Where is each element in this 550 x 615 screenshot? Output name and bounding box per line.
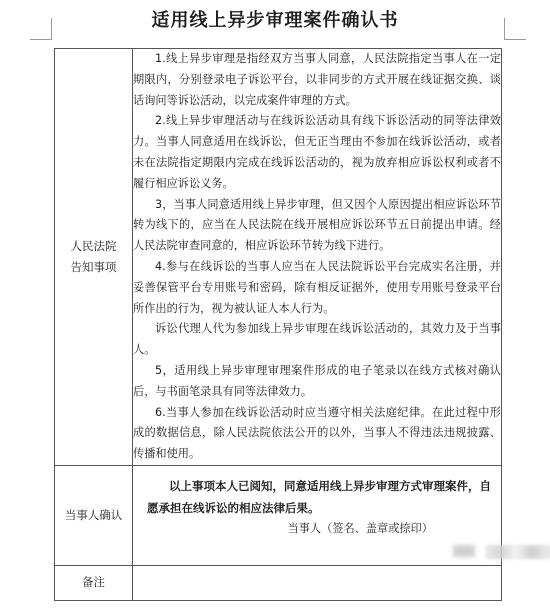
- crop-mark-top-right-h: [504, 39, 526, 40]
- remarks-label-cell: 备注: [55, 565, 133, 600]
- notice-label-line1: 人民法院: [70, 238, 117, 253]
- signer-label: 当事人（签名、盖章或捺印）: [287, 521, 433, 535]
- crop-mark-top-left-h: [30, 39, 52, 40]
- remarks-value-cell[interactable]: [133, 565, 502, 600]
- notice-row: [55, 49, 502, 466]
- confirmation-content-cell: [133, 465, 502, 565]
- confirmation-label-cell: 当事人确认: [55, 465, 133, 565]
- confirmation-form-table: [54, 48, 502, 601]
- notice-label-line2: 告知事项: [70, 259, 117, 274]
- notice-paragraph-7: 6.当事人参加在线诉讼活动时应当遵守相关法庭纪律。在此过程中形成的数据信息，除人民法院依法公开的以外，当事人不得违法违规披露、传播和使用。: [133, 405, 501, 461]
- notice-paragraph-6: 5，适用线上异步审理审理案件形成的电子笔录以在线方式核对确认后，与书面笔录具有同等法律效力。: [133, 363, 501, 398]
- notice-paragraph-1: 1.线上异步审理是指经双方当事人同意，人民法院指定当事人在一定期限内，分别登录电子诉讼平台，以非同步的方式开展在线证据交换、谈话询问等诉讼活动，以完成案件审理的方式。: [133, 52, 501, 107]
- confirmation-row: [55, 465, 502, 565]
- notice-paragraph-3: 3，当事人同意适用线上异步审理，但又因个人原因提出相应诉讼环节转为线下的，应当在人民法院在线开展相应诉讼环节五日前提出申请。经人民法院审查同意的，相应诉讼环节转为线下进行。: [133, 197, 501, 253]
- document-title: 适用线上异步审理案件确认书: [151, 10, 399, 31]
- remarks-row: [55, 565, 502, 600]
- notice-content-cell: [133, 49, 502, 466]
- notice-paragraph-4: 4.参与在线诉讼的当事人应当在人民法院诉讼平台完成实名注册，并妥善保管平台专用账号和密码，除有相反证据外，使用专用账号登录平台所作出的行为，视为被认证人本人行为。: [133, 259, 501, 315]
- notice-label-cell: [55, 49, 133, 466]
- notice-paragraph-2: 2.线上异步审理活动与在线诉讼活动具有线下诉讼活动的同等法律效力。当事人同意适用在线诉讼，但无正当理由不参加在线诉讼活动，或者未在法院指定期限内完成在线诉讼活动的，视为放弃相应诉讼权利或者不履行相应诉讼义务。: [133, 114, 501, 190]
- redacted-signature: [485, 545, 550, 559]
- notice-paragraph-5: 诉讼代理人代为参加线上异步审理在线诉讼活动的，其效力及于当事人。: [133, 322, 501, 357]
- redacted-signature-blur: [453, 545, 475, 557]
- confirmation-statement: 以上事项本人已阅知，同意适用线上异步审理方式审理案件，自愿承担在线诉讼的相应法律后果。: [147, 478, 491, 515]
